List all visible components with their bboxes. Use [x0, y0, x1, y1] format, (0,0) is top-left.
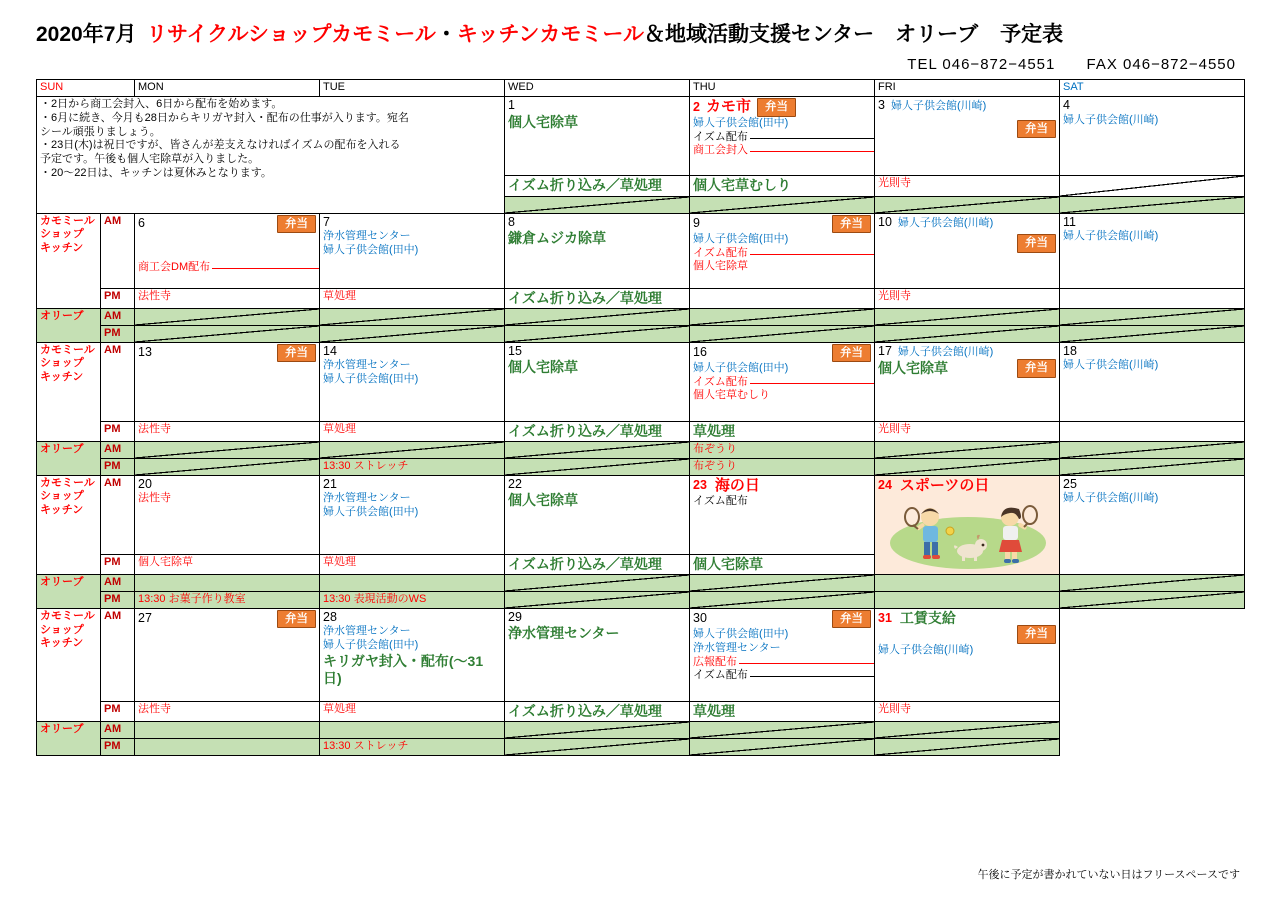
bento-badge: 弁当	[277, 215, 316, 233]
sports-day-illustration	[878, 495, 1056, 573]
event-arrow	[138, 261, 320, 274]
event: 婦人子供会館(田中)	[323, 243, 419, 256]
week1-am-row	[37, 97, 1245, 176]
row-label-pm: PM	[101, 325, 135, 342]
event: 草処理	[323, 702, 357, 715]
day-cell-14-pm[interactable]	[320, 421, 505, 442]
row-label-am: AM	[101, 575, 135, 592]
bento-badge: 弁当	[1017, 359, 1056, 377]
event: 個人宅除草	[138, 555, 194, 568]
row-label-olive: オリーブ	[37, 722, 101, 756]
event: 個人宅除草	[508, 359, 579, 376]
event-label: イズム配布	[693, 246, 748, 259]
day-cell-4-pm	[1060, 176, 1245, 197]
row-label-kamomile	[37, 608, 101, 722]
event: イズム折り込み／草処理	[508, 555, 662, 572]
day-cell-23[interactable]	[690, 475, 875, 554]
olive-cell-mon[interactable]	[135, 575, 320, 592]
olive-cell-fri-pm	[875, 592, 1060, 609]
label-line-3: キッチン	[40, 637, 84, 650]
day-number: 3	[878, 98, 885, 112]
olive-cell-mon-pm	[135, 458, 320, 475]
bento-badge: 弁当	[277, 610, 316, 628]
label-line-2: ショップ	[40, 490, 84, 503]
week3-olive-pm-row	[37, 458, 1245, 475]
row-label-am: AM	[101, 213, 135, 288]
day-number: 2	[693, 99, 700, 114]
row-label-am: AM	[101, 342, 135, 421]
olive-cell-thu-pm	[690, 592, 875, 609]
day-cell-27[interactable]	[135, 608, 320, 701]
event: 13:30 お菓子作り教室	[138, 593, 246, 605]
event: 草処理	[693, 422, 736, 439]
note-line-4: ・23日(木)は祝日ですが、皆さんが差支えなければイズムの配布を入れる	[40, 139, 401, 152]
olive-cell-thu-pm	[690, 325, 875, 342]
row-label-kamomile	[37, 475, 101, 575]
event-title: カモ市	[705, 98, 751, 115]
olive-cell-mon	[135, 442, 320, 459]
event: 法性寺	[138, 702, 172, 715]
day-cell-6-pm[interactable]	[135, 288, 320, 309]
day-cell-25[interactable]	[1060, 475, 1245, 575]
day-cell-10[interactable]	[875, 213, 1060, 288]
note-line-5: 予定です。午後も個人宅除草が入りました。	[40, 153, 260, 165]
event-arrow	[693, 144, 875, 157]
table-header-row	[37, 80, 1245, 97]
olive-cell-fri-pm	[875, 325, 1060, 342]
row-label-am: AM	[101, 475, 135, 554]
olive-cell-wed-pm	[505, 325, 690, 342]
olive-cell-tue-pm[interactable]	[320, 739, 505, 756]
event: 個人宅除草	[693, 259, 749, 272]
event: 個人宅除草	[878, 359, 949, 376]
olive-cell-mon	[135, 309, 320, 326]
label-line-2: ショップ	[40, 357, 84, 370]
event: 13:30 表現活動のWS	[323, 593, 427, 605]
olive-cell-wed	[505, 722, 690, 739]
olive-cell-thu-pm[interactable]	[690, 458, 875, 475]
bento-badge: 弁当	[832, 610, 871, 628]
day-number: 15	[508, 343, 522, 358]
week3-pm-row	[37, 421, 1245, 442]
row-label-pm: PM	[101, 458, 135, 475]
title-shop1: リサイクルショップカモミール	[146, 23, 436, 46]
day-cell-18[interactable]	[1060, 342, 1245, 421]
day-number: 23	[693, 478, 707, 493]
week3-am-row	[37, 342, 1245, 421]
olive-cell-tue	[320, 309, 505, 326]
event: 浄水管理センター	[323, 359, 411, 372]
olive-cell-sat	[1060, 575, 1245, 592]
day-number: 10	[878, 214, 892, 229]
day-cell-28[interactable]	[320, 608, 505, 701]
footnote: 午後に予定が書かれていない日はフリースペースです	[977, 869, 1240, 881]
day-number: 9	[693, 215, 700, 230]
day-number: 21	[323, 476, 337, 491]
olive-cell-sat	[1060, 309, 1245, 326]
row-label-olive: オリーブ	[37, 575, 101, 609]
day-number: 24	[878, 478, 892, 493]
olive-cell-fri-pm	[875, 458, 1060, 475]
olive-cell-fri	[875, 309, 1060, 326]
day-cell-1-pm[interactable]	[505, 176, 690, 197]
event: イズム配布	[693, 495, 748, 508]
title-shop2: キッチンカモミール	[456, 23, 644, 46]
event: 婦人子供会館(田中)	[323, 505, 419, 518]
event: 婦人子供会館(田中)	[693, 361, 789, 374]
day-cell-11[interactable]	[1060, 213, 1245, 288]
day-cell-16-pm[interactable]	[690, 421, 875, 442]
event: 婦人子供会館(川崎)	[1063, 492, 1159, 505]
olive-cell-thu-pm	[690, 739, 875, 756]
event-arrow	[693, 376, 875, 389]
contact-info	[881, 56, 1236, 73]
day-cell-20-pm[interactable]	[135, 554, 320, 575]
bento-badge: 弁当	[1017, 120, 1056, 138]
day-cell-15-pm[interactable]	[505, 421, 690, 442]
event: 婦人子供会館(川崎)	[897, 345, 994, 358]
event: 浄水管理センター	[323, 230, 411, 243]
olive-cell-fri-pm	[875, 739, 1060, 756]
week2-pm-row	[37, 288, 1245, 309]
day-cell-9[interactable]	[690, 213, 875, 288]
row-label-pm: PM	[101, 421, 135, 442]
olive-cell-thu[interactable]	[690, 442, 875, 459]
event: 13:30 ストレッチ	[323, 459, 409, 472]
label-line-3: キッチン	[40, 242, 84, 254]
day-cell-30-pm[interactable]	[690, 701, 875, 722]
event: 法性寺	[138, 422, 172, 435]
event: 個人宅除草	[508, 113, 579, 130]
event: 婦人子供会館(田中)	[323, 639, 419, 652]
event: 浄水管理センター	[508, 625, 620, 642]
event: 法性寺	[138, 492, 172, 505]
day-cell-14[interactable]	[320, 342, 505, 421]
day-cell-31-pm[interactable]	[875, 701, 1060, 722]
event: キリガヤ封入・配布(〜31日)	[323, 652, 484, 687]
week2-olive-am-row	[37, 309, 1245, 326]
day-cell-11-pm[interactable]	[1060, 288, 1245, 309]
olive-cell-wed	[505, 575, 690, 592]
event: 光則寺	[878, 289, 912, 302]
day-cell-9-pm[interactable]	[690, 288, 875, 309]
day-number: 14	[323, 343, 337, 358]
label-line-1: カモミール	[40, 476, 95, 489]
note-line-3: シール頑張りましょう。	[40, 125, 161, 138]
label-line-2: ショップ	[40, 228, 84, 241]
day-cell-16[interactable]	[690, 342, 875, 421]
event-label: イズム配布	[693, 668, 748, 681]
olive-cell-wed	[505, 196, 690, 213]
event: 婦人子供会館(川崎)	[1063, 230, 1159, 243]
event-title: 海の日	[714, 476, 760, 494]
bento-badge: 弁当	[832, 215, 871, 233]
olive-cell-sat	[1060, 442, 1245, 459]
event: 婦人子供会館(田中)	[323, 372, 419, 385]
day-number: 31	[878, 610, 892, 625]
week4-am-row	[37, 475, 1245, 554]
event: 浄水管理センター	[323, 492, 411, 505]
day-cell-6[interactable]	[135, 213, 320, 288]
day-cell-22-pm[interactable]	[505, 554, 690, 575]
olive-cell-mon[interactable]	[135, 722, 320, 739]
day-cell-27-pm[interactable]	[135, 701, 320, 722]
row-label-pm: PM	[101, 701, 135, 722]
event: 光則寺	[878, 702, 912, 715]
note-line-2: ・6月に続き、今月も28日からキリガヤ封入・配布の仕事が入ります。宛名	[40, 111, 409, 124]
note-line-6: ・20〜22日は、キッチンは夏休みとなります。	[40, 166, 272, 179]
day-number: 4	[1063, 98, 1070, 112]
event: 浄水管理センター	[693, 641, 781, 654]
day-cell-28-pm[interactable]	[320, 701, 505, 722]
row-label-am: AM	[101, 442, 135, 459]
event: 婦人子供会館(川崎)	[1063, 359, 1159, 372]
day-cell-13-pm[interactable]	[135, 421, 320, 442]
day-number: 1	[508, 98, 515, 112]
week2-am-row	[37, 213, 1245, 288]
day-cell-2[interactable]	[690, 97, 875, 176]
event: 個人宅草むしり	[693, 388, 771, 401]
title-date: 2020年7月	[36, 23, 137, 46]
olive-cell-thu	[690, 722, 875, 739]
olive-cell-sat-pm	[1060, 592, 1245, 609]
title-separator: ・	[435, 23, 457, 46]
event-title: スポーツの日	[899, 476, 990, 494]
event: 13:30 ストレッチ	[323, 740, 409, 752]
row-label-olive: オリーブ	[37, 442, 101, 476]
label-line-3: キッチン	[40, 371, 84, 383]
event: 個人宅草むしり	[693, 177, 792, 193]
day-number: 20	[138, 476, 152, 491]
olive-cell-sat-pm	[1060, 458, 1245, 475]
day-number: 8	[508, 214, 515, 229]
col-header-thu: THU	[690, 80, 875, 97]
day-number: 27	[138, 611, 152, 626]
day-cell-7[interactable]	[320, 213, 505, 288]
day-number: 6	[138, 215, 145, 230]
week4-olive-pm-row	[37, 592, 1245, 609]
olive-cell-wed	[505, 442, 690, 459]
day-cell-4[interactable]	[1060, 97, 1245, 176]
event: 婦人子供会館(田中)	[693, 116, 789, 129]
day-number: 17	[878, 343, 892, 358]
col-header-sat: SAT	[1060, 80, 1245, 97]
day-cell-3[interactable]	[875, 97, 1060, 176]
olive-cell-tue-pm[interactable]	[320, 592, 505, 609]
olive-cell-tue	[320, 442, 505, 459]
event-arrow	[693, 656, 875, 669]
event: 光則寺	[878, 422, 912, 435]
col-header-fri: FRI	[875, 80, 1060, 97]
week4-olive-am-row	[37, 575, 1245, 592]
day-number: 16	[693, 344, 707, 359]
row-label-am: AM	[101, 608, 135, 701]
row-label-am: AM	[101, 722, 135, 739]
day-cell-13[interactable]	[135, 342, 320, 421]
row-label-kamomile	[37, 213, 101, 309]
olive-cell-fri	[875, 575, 1060, 592]
bento-badge: 弁当	[1017, 625, 1056, 643]
day-cell-21-pm[interactable]	[320, 554, 505, 575]
event: 草処理	[693, 702, 736, 719]
day-number: 29	[508, 609, 522, 624]
event: 婦人子供会館(田中)	[693, 628, 789, 641]
olive-cell-thu	[690, 309, 875, 326]
label-line-1: カモミール	[40, 609, 95, 622]
label-line-2: ショップ	[40, 623, 84, 636]
event: 光則寺	[878, 177, 912, 189]
day-cell-23-pm[interactable]	[690, 554, 875, 575]
event-title: 工賃支給	[899, 609, 956, 626]
bento-badge: 弁当	[832, 344, 871, 362]
row-label-am: AM	[101, 309, 135, 326]
notes-cell	[37, 97, 505, 214]
calendar-table	[36, 79, 1245, 756]
olive-cell-wed-pm	[505, 592, 690, 609]
week2-olive-pm-row	[37, 325, 1245, 342]
olive-cell-wed	[505, 309, 690, 326]
olive-cell-mon-pm[interactable]	[135, 739, 320, 756]
olive-cell-tue[interactable]	[320, 575, 505, 592]
day-number: 22	[508, 476, 522, 491]
day-cell-29[interactable]	[505, 608, 690, 701]
week3-olive-am-row	[37, 442, 1245, 459]
day-number: 18	[1063, 343, 1077, 358]
day-cell-21[interactable]	[320, 475, 505, 554]
event: 鎌倉ムジカ除草	[508, 230, 607, 247]
col-header-wed: WED	[505, 80, 690, 97]
event-label: イズム配布	[693, 375, 748, 388]
event: 婦人子供会館(川崎)	[890, 100, 987, 112]
day-cell-10-pm[interactable]	[875, 288, 1060, 309]
event-label: 広報配布	[693, 655, 738, 668]
event: イズム折り込み／草処理	[508, 422, 662, 439]
event-arrow	[693, 669, 875, 682]
day-cell-22[interactable]	[505, 475, 690, 554]
event: 婦人子供会館(川崎)	[878, 643, 974, 656]
day-cell-8-pm[interactable]	[505, 288, 690, 309]
bento-badge: 弁当	[1017, 234, 1056, 252]
olive-cell-fri	[875, 442, 1060, 459]
day-cell-30[interactable]	[690, 608, 875, 701]
page-title	[36, 18, 1236, 48]
olive-cell-mon-pm	[135, 325, 320, 342]
olive-cell-tue-pm	[320, 325, 505, 342]
event: 布ぞうり	[693, 459, 738, 472]
olive-cell-sat-pm	[1060, 325, 1245, 342]
event: 法性寺	[138, 289, 172, 302]
event: 婦人子供会館(田中)	[693, 232, 789, 245]
event: 婦人子供会館(川崎)	[897, 216, 994, 229]
label-line-3: キッチン	[40, 504, 84, 516]
event: 婦人子供会館(川崎)	[1063, 113, 1159, 126]
event: イズム折り込み／草処理	[508, 177, 662, 193]
day-cell-empty	[1060, 608, 1245, 755]
day-cell-7-pm[interactable]	[320, 288, 505, 309]
event-arrow	[693, 247, 875, 260]
day-cell-3-pm[interactable]	[875, 176, 1060, 197]
row-label-olive: オリーブ	[37, 309, 101, 343]
event: 個人宅除草	[693, 555, 764, 572]
row-label-pm: PM	[101, 592, 135, 609]
olive-cell-sat	[1060, 196, 1245, 213]
day-cell-2-pm[interactable]	[690, 176, 875, 197]
olive-cell-wed-pm	[505, 458, 690, 475]
row-label-pm: PM	[101, 288, 135, 309]
col-header-mon: MON	[135, 80, 320, 97]
fax-number: FAX 046−872−4550	[1086, 56, 1236, 73]
note-line-1: ・2日から商工会封入、6日から配布を始めます。	[40, 98, 283, 110]
olive-cell-thu	[690, 575, 875, 592]
event-label: 商工会DM配布	[138, 260, 211, 273]
col-header-tue: TUE	[320, 80, 505, 97]
bento-badge: 弁当	[757, 98, 796, 116]
day-cell-29-pm[interactable]	[505, 701, 690, 722]
col-header-sun: SUN	[37, 80, 135, 97]
day-cell-17-pm[interactable]	[875, 421, 1060, 442]
week5-am-row	[37, 608, 1245, 701]
label-line-1: カモミール	[40, 343, 95, 356]
day-cell-31[interactable]	[875, 608, 1060, 701]
olive-cell-fri	[875, 196, 1060, 213]
event: 草処理	[323, 555, 357, 568]
row-label-pm: PM	[101, 739, 135, 756]
day-cell-15[interactable]	[505, 342, 690, 421]
bento-badge: 弁当	[277, 344, 316, 362]
event-arrow	[693, 131, 875, 144]
olive-cell-mon-pm[interactable]	[135, 592, 320, 609]
olive-cell-fri	[875, 722, 1060, 739]
day-cell-17[interactable]	[875, 342, 1060, 421]
title-rest: ＆地域活動支援センター オリーブ	[644, 23, 979, 46]
day-cell-24[interactable]	[875, 475, 1060, 575]
event-label: イズム配布	[693, 130, 748, 143]
event: 草処理	[323, 289, 357, 302]
tel-number: TEL 046−872−4551	[907, 56, 1056, 73]
event: イズム折り込み／草処理	[508, 702, 662, 719]
event-label: 商工会封入	[693, 143, 749, 156]
day-number: 7	[323, 214, 330, 229]
day-cell-20[interactable]	[135, 475, 320, 554]
day-number: 13	[138, 344, 152, 359]
row-label-pm: PM	[101, 554, 135, 575]
day-number: 30	[693, 611, 707, 626]
olive-cell-tue[interactable]	[320, 722, 505, 739]
olive-cell-tue-pm[interactable]	[320, 458, 505, 475]
day-cell-1[interactable]	[505, 97, 690, 176]
olive-cell-wed-pm	[505, 739, 690, 756]
event: 草処理	[323, 422, 357, 435]
day-cell-18-pm[interactable]	[1060, 421, 1245, 442]
event: 布ぞうり	[693, 443, 738, 455]
row-label-kamomile	[37, 342, 101, 442]
event: 浄水管理センター	[323, 625, 411, 638]
day-cell-8[interactable]	[505, 213, 690, 288]
event: イズム折り込み／草処理	[508, 289, 662, 306]
title-doctype: 予定表	[1000, 23, 1064, 46]
day-number: 11	[1063, 214, 1076, 229]
event: 個人宅除草	[508, 492, 579, 509]
day-number: 25	[1063, 476, 1077, 491]
day-number: 28	[323, 609, 337, 624]
label-line-1: カモミール	[40, 214, 95, 227]
olive-cell-thu	[690, 196, 875, 213]
